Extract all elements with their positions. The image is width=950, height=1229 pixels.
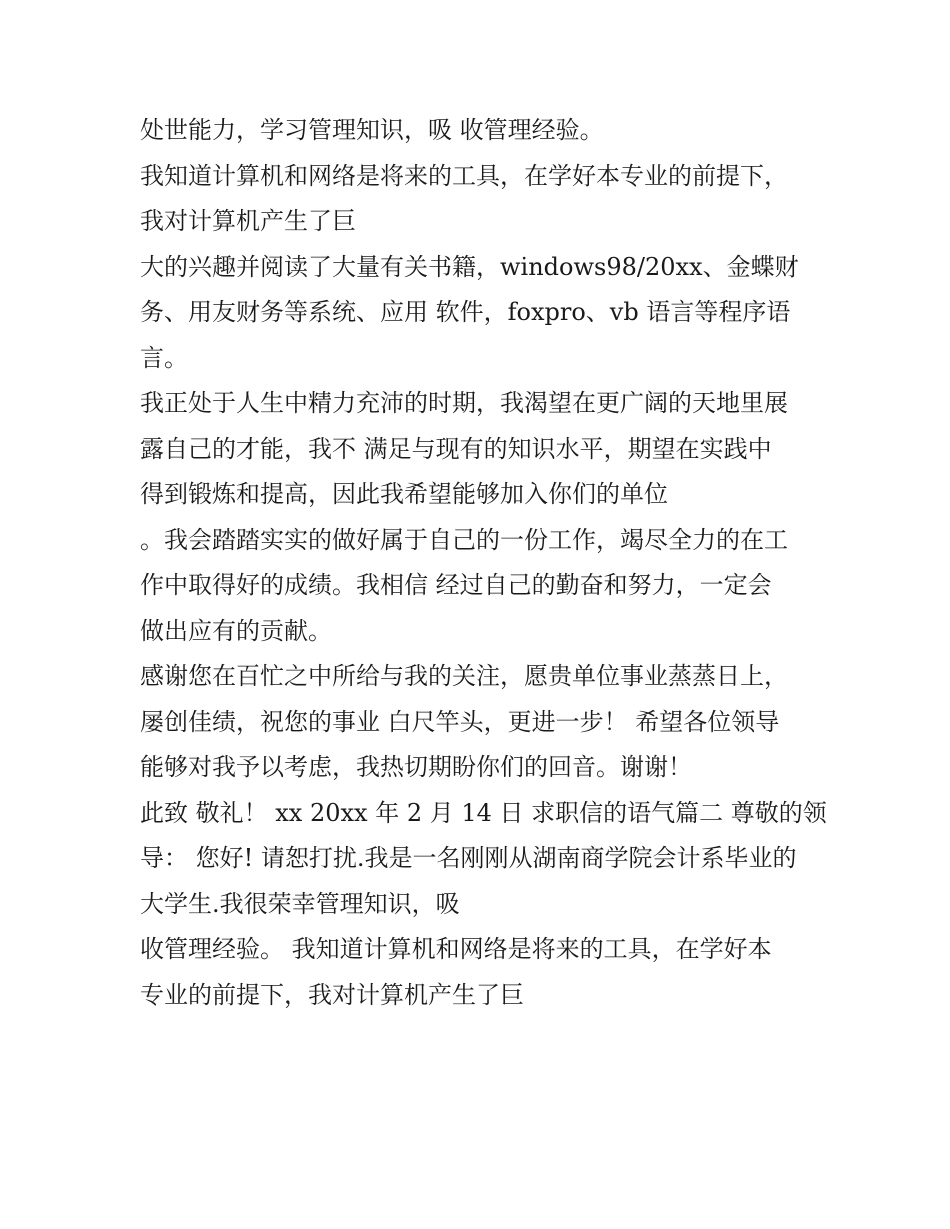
text-line: 我对计算机产生了巨 (140, 207, 356, 235)
text-line: 做出应有的贡献。 (140, 616, 332, 645)
text-line: 大学生.我很荣幸管理知识，吸 (140, 889, 460, 918)
text-line: 得到锻炼和提高，因此我希望能够加入你们的单位 (140, 480, 668, 508)
text-line: 屡创佳绩，祝您的事业 白尺竿头，更进一步！ 希望各位领导 (140, 707, 780, 736)
text-line: 我知道计算机和网络是将来的工具，在学好本专业的前提下， (140, 161, 788, 190)
text-line: 露自己的才能，我不 满足与现有的知识水平，期望在实践中 (140, 434, 772, 463)
text-line: 务、用友财务等系统、应用 软件，foxpro、vb 语言等程序语 (140, 298, 791, 326)
text-line: 作中取得好的成绩。我相信 经过自己的勤奋和努力，一定会 (140, 571, 772, 599)
text-line: 言。 (140, 343, 188, 372)
text-line: 处世能力，学习管理知识，吸 收管理经验。 (140, 116, 604, 144)
text-line: 导： 您好! 请恕打扰.我是一名刚刚从湖南商学院会计系毕业的 (140, 844, 797, 872)
text-line: 。我会踏踏实实的做好属于自己的一份工作，竭尽全力的在工 (140, 525, 788, 554)
text-line: 感谢您在百忙之中所给与我的关注，愿贵单位事业蒸蒸日上， (140, 662, 788, 690)
text-line: 能够对我予以考虑，我热切期盼你们的回音。谢谢！ (140, 753, 692, 781)
text-line: 收管理经验。 我知道计算机和网络是将来的工具，在学好本 (140, 935, 772, 963)
text-line: 此致 敬礼！ xx 20xx 年 2 月 14 日 求职信的语气篇二 尊敬的领 (140, 798, 827, 827)
text-line: 专业的前提下，我对计算机产生了巨 (140, 980, 524, 1009)
text-line: 大的兴趣并阅读了大量有关书籍，windows98/20xx、金蝶财 (140, 252, 799, 281)
text-line: 我正处于人生中精力充沛的时期，我渴望在更广阔的天地里展 (140, 389, 788, 417)
document-body (140, 108, 827, 1018)
